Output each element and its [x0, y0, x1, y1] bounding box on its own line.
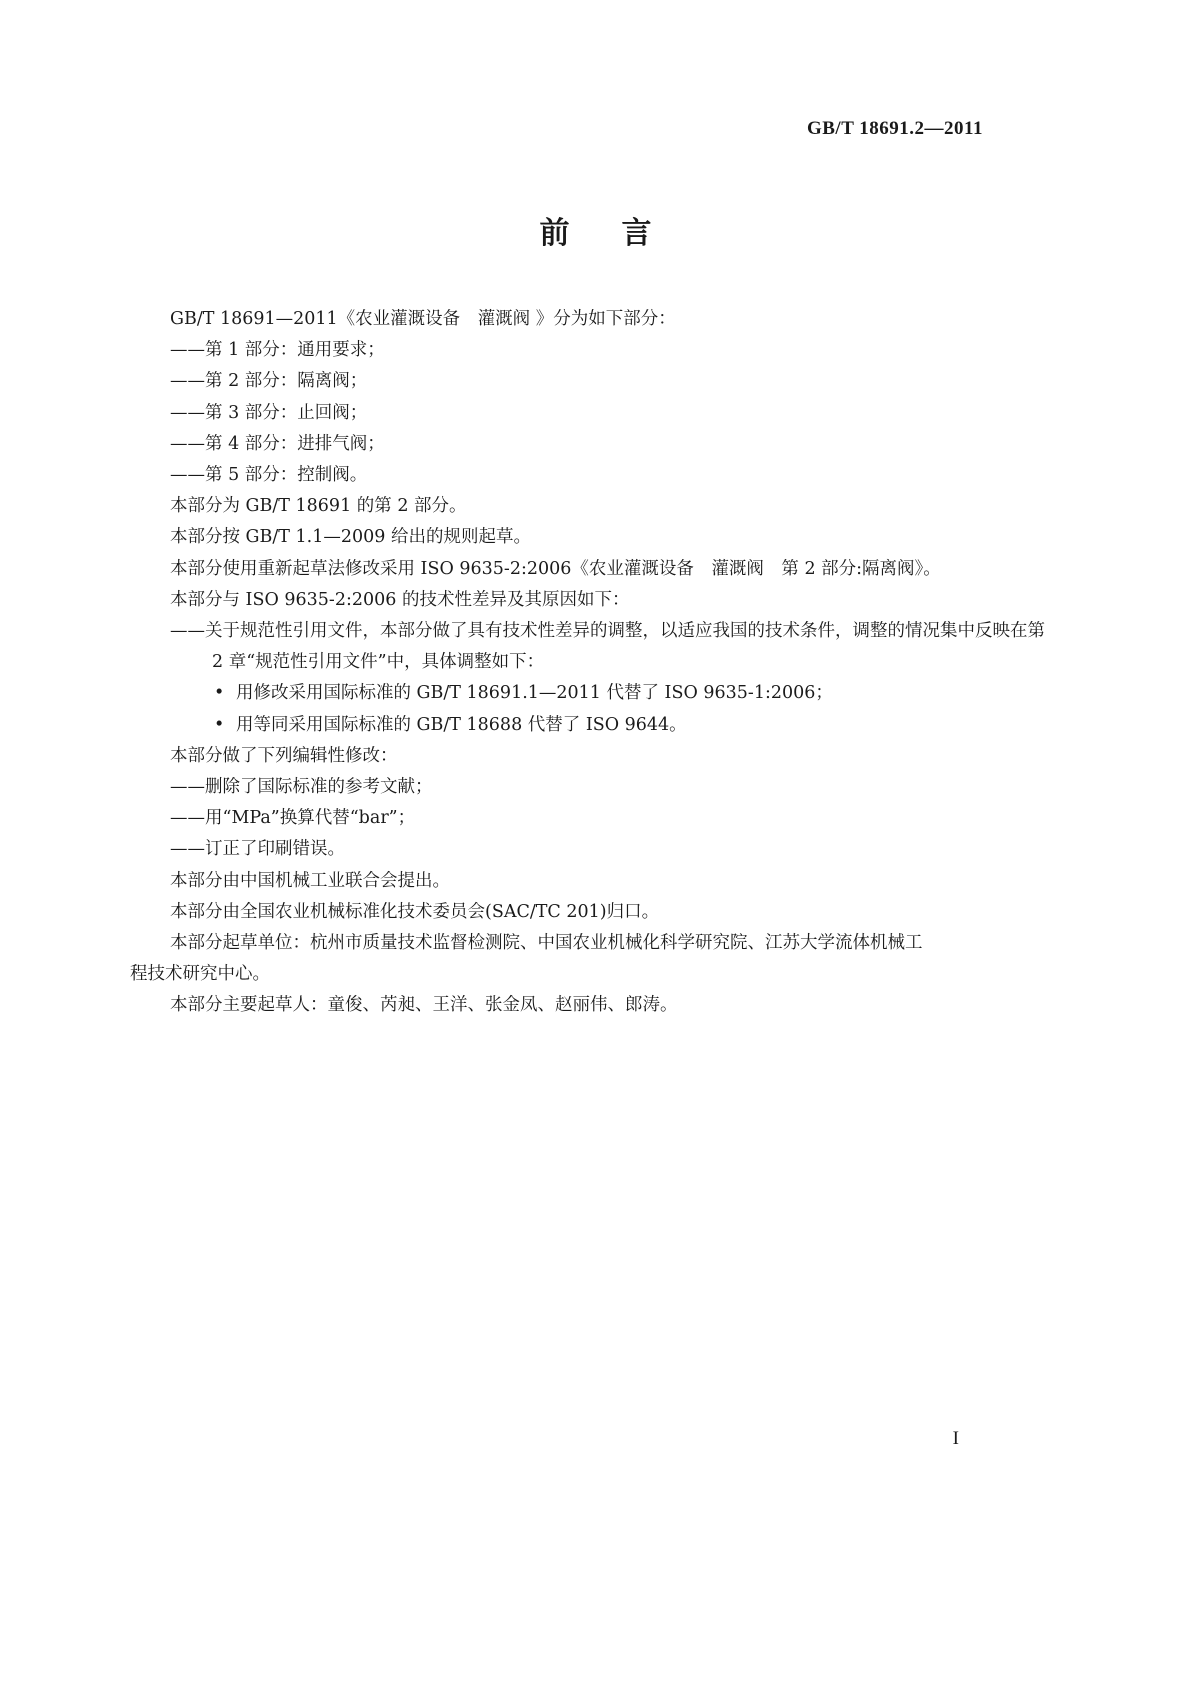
page-number: I [952, 1428, 959, 1449]
edit-list-item: ——订正了印刷错误。 [170, 839, 345, 860]
part-list-item: ——第 3 部分：止回阀； [170, 402, 368, 423]
bullet-text: 用修改采用国际标准的 GB/T 18691.1—2011 代替了 ISO 9635-1:2006； [236, 683, 833, 704]
foreword-body [130, 304, 1060, 1022]
bullet-text: 用等同采用国际标准的 GB/T 18688 代替了 ISO 9644。 [236, 714, 687, 735]
page-title: 前言 [539, 216, 704, 251]
part-list-item: ——第 2 部分：隔离阀； [170, 371, 368, 392]
paragraph: 本部分做了下列编辑性修改： [170, 745, 398, 766]
standard-number: GB/T 18691.2—2011 [806, 118, 983, 139]
bullet-icon: • [214, 714, 225, 735]
paragraph: 本部分主要起草人：童俊、芮昶、王洋、张金凤、赵丽伟、郎涛。 [170, 995, 678, 1016]
edit-list-item: ——删除了国际标准的参考文献； [170, 777, 433, 798]
bullet-item [130, 710, 1060, 741]
paragraph: 本部分起草单位：杭州市质量技术监督检测院、中国农业机械化科学研究院、江苏大学流体机械工 [170, 933, 923, 954]
edit-list-item: ——用“MPa”换算代替“bar”； [170, 808, 416, 829]
bullet-item [130, 678, 1060, 709]
part-list-item: ——第 5 部分：控制阀。 [170, 465, 368, 486]
paragraph: 本部分由中国机械工业联合会提出。 [170, 870, 450, 891]
paragraph: 本部分按 GB/T 1.1—2009 给出的规则起草。 [170, 527, 531, 548]
paragraph: 本部分为 GB/T 18691 的第 2 部分。 [170, 496, 467, 517]
paragraph: 本部分与 ISO 9635-2:2006 的技术性差异及其原因如下： [170, 589, 630, 610]
part-list-item: ——第 1 部分：通用要求； [170, 340, 385, 361]
paragraph: 本部分使用重新起草法修改采用 ISO 9635-2:2006《农业灌溉设备 灌溉阀 第 2 部分:隔离阀》。 [170, 558, 941, 579]
bullet-icon: • [214, 683, 225, 704]
intro-paragraph: GB/T 18691—2011《农业灌溉设备 灌溉阀 》分为如下部分： [170, 309, 676, 329]
part-list-item: ——第 4 部分：进排气阀； [170, 433, 385, 454]
difference-item: ——关于规范性引用文件，本部分做了具有技术性差异的调整，以适应我国的技术条件，调整的情况集中反映在第 2 章“规范性引用文件”中，具体调整如下： [170, 621, 1045, 673]
paragraph: 本部分由全国农业机械标准化技术委员会(SAC/TC 201)归口。 [170, 901, 660, 922]
paragraph-continuation: 程技术研究中心。 [130, 964, 270, 985]
